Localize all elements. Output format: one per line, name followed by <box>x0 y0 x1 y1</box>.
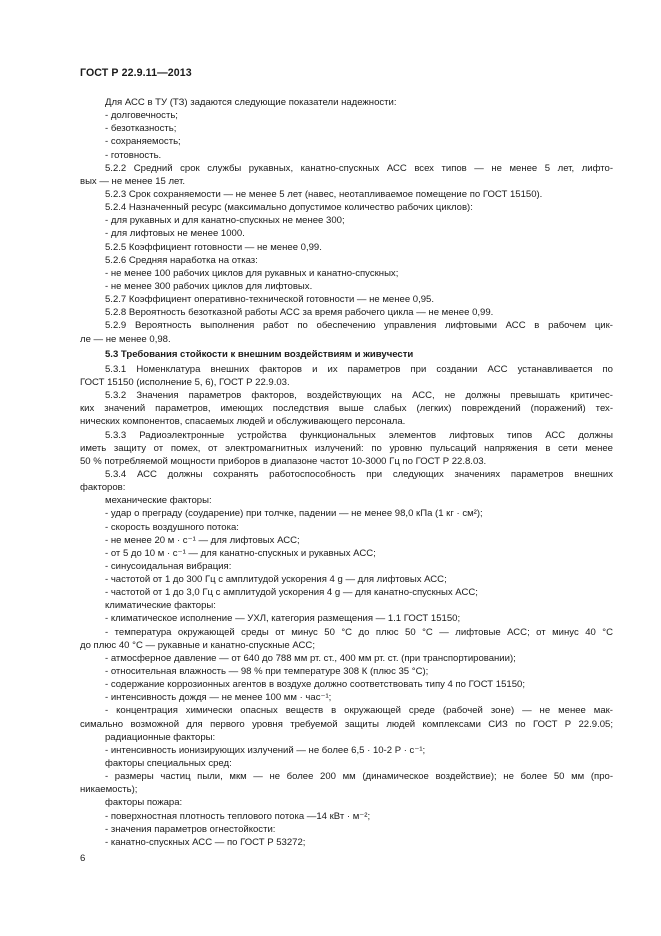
text-line: 5.3.1 Номенклатура внешних факторов и их параметров при создании АСС устанавливается по <box>105 363 613 375</box>
text-line: 5.2.4 Назначенный ресурс (максимально допустимое количество рабочих циклов): <box>105 202 473 214</box>
text-line: радиационные факторы: <box>105 731 216 743</box>
text-line: - относительная влажность — 98 % при температуре 308 К (плюс 35 °С); <box>105 666 429 678</box>
text-line: до плюс 40 °С — рукавные и канатно-спускные АСС; <box>80 639 315 651</box>
text-line: - не менее 300 рабочих циклов для лифтовых. <box>105 280 313 292</box>
text-line: - поверхностная плотность теплового потока —14 кВт · м⁻²; <box>105 810 371 822</box>
text-line: 5.2.6 Средняя наработка на отказ: <box>105 254 258 266</box>
text-line: - климатическое исполнение — УХЛ, категория размещения — 1.1 ГОСТ 15150; <box>105 613 461 625</box>
text-line: - безотказность; <box>105 123 177 135</box>
text-line: факторы специальных сред: <box>105 758 232 770</box>
text-line: механические факторы: <box>105 495 212 507</box>
text-line: 5.2.8 Вероятность безотказной работы АСС за время рабочего цикла — не менее 0,99. <box>105 307 494 319</box>
text-line: нических компонентов, спасаемых людей и обслуживающего персонала. <box>80 416 406 428</box>
text-line: - частотой от 1 до 3,0 Гц с амплитудой ускорения 4 g — для канатно-спускных АСС; <box>105 587 478 599</box>
text-line: - значения параметров огнестойкости: <box>105 823 276 835</box>
text-line: 5.2.3 Срок сохраняемости — не менее 5 лет (навес, неотапливаемое помещение по ГОСТ 15150). <box>105 188 543 200</box>
text-line: 5.2.9 Вероятность выполнения работ по обеспечению управления лифтовыми АСС в рабочем цик- <box>105 320 613 332</box>
document-header: ГОСТ Р 22.9.11—2013 <box>80 67 192 79</box>
text-line: - канатно-спускных АСС — по ГОСТ Р 53272; <box>105 836 306 848</box>
page-number: 6 <box>80 853 86 864</box>
section-heading: 5.3 Требования стойкости к внешним воздействиям и живучести <box>105 348 414 360</box>
text-line: ле — не менее 0,98. <box>80 333 171 345</box>
text-line: - не менее 20 м · с⁻¹ — для лифтовых АСС; <box>105 534 300 546</box>
text-line: - для рукавных и для канатно-спускных не менее 300; <box>105 215 345 227</box>
text-line: - удар о преграду (соударение) при толчке, падении — не менее 98,0 кПа (1 кг · см²); <box>105 508 483 520</box>
text-line: вых — не менее 15 лет. <box>80 175 186 187</box>
text-line: - синусоидальная вибрация: <box>105 560 232 572</box>
text-line: 5.2.7 Коэффициент оперативно-технической готовности — не менее 0,95. <box>105 294 435 306</box>
text-line: - частотой от 1 до 300 Гц с амплитудой ускорения 4 g — для лифтовых АСС; <box>105 574 447 586</box>
text-line: - интенсивность ионизирующих излучений — не более 6,5 · 10-2 Р · с⁻¹; <box>105 744 426 756</box>
text-line: 5.3.3 Радиоэлектронные устройства функциональных элементов лифтовых типов АСС должны <box>105 429 613 441</box>
text-line: 5.3.2 Значения параметров факторов, воздействующих на АСС, не должны превышать критичес- <box>105 390 613 402</box>
text-line: климатические факторы: <box>105 600 216 612</box>
text-line: - содержание коррозионных агентов в воздухе должно соответствовать типу 4 по ГОСТ 15150; <box>105 679 525 691</box>
text-line: - концентрация химически опасных веществ в окружающей среде (рабочей зоне) — не менее мак- <box>105 705 613 717</box>
text-line: ких значений параметров, имеющих последствия выше слабых (легких) повреждений (поражений) тех- <box>80 403 613 415</box>
text-line: симально возможной для первого уровня требуемой защиты людей комплексами СИЗ по ГОСТ Р 22.9.05; <box>80 718 613 730</box>
text-line: иметь защиту от помех, от электромагнитных излучений: по уровню пульсаций напряжения в сети менее <box>80 442 613 454</box>
text-line: 5.2.2 Средний срок службы рукавных, канатно-спускных АСС всех типов — не менее 5 лет, лифто- <box>105 162 613 174</box>
document-body <box>80 96 613 849</box>
text-line: - скорость воздушного потока: <box>105 521 239 533</box>
text-line: - температура окружающей среды от минус 50 °С до плюс 50 °С — лифтовые АСС; от минус 40 °С <box>105 626 613 638</box>
text-line: ГОСТ 15150 (исполнение 5, 6), ГОСТ Р 22.9.03. <box>80 376 290 388</box>
text-line: Для АСС в ТУ (ТЗ) задаются следующие показатели надежности: <box>105 97 397 108</box>
text-line: - от 5 до 10 м · с⁻¹ — для канатно-спускных и рукавных АСС; <box>105 547 376 559</box>
text-line: факторы пожара: <box>105 797 183 809</box>
text-line: 5.3.4 АСС должны сохранять работоспособность при следующих значениях параметров внешних <box>105 468 613 480</box>
text-line: никаемость); <box>80 784 138 796</box>
text-line: - готовность. <box>105 149 162 161</box>
text-line: - сохраняемость; <box>105 136 181 148</box>
text-line: - размеры частиц пыли, мкм — не более 200 мм (динамическое воздействие); не более 50 мм (про- <box>105 771 613 783</box>
text-line: - интенсивность дождя — не менее 100 мм · час⁻¹; <box>105 692 332 704</box>
text-line: 50 % потребляемой мощности приборов в диапазоне частот 10-3000 Гц по ГОСТ Р 22.8.03. <box>80 455 487 467</box>
text-line: 5.2.5 Коэффициент готовности — не менее 0,99. <box>105 241 322 253</box>
text-line: факторов: <box>80 482 126 494</box>
text-line: - для лифтовых не менее 1000. <box>105 228 245 240</box>
text-line: - не менее 100 рабочих циклов для рукавных и канатно-спускных; <box>105 267 399 279</box>
text-line: - атмосферное давление — от 640 до 788 мм рт. ст., 400 мм рт. ст. (при транспортировании); <box>105 652 516 664</box>
text-line: - долговечность; <box>105 110 178 122</box>
